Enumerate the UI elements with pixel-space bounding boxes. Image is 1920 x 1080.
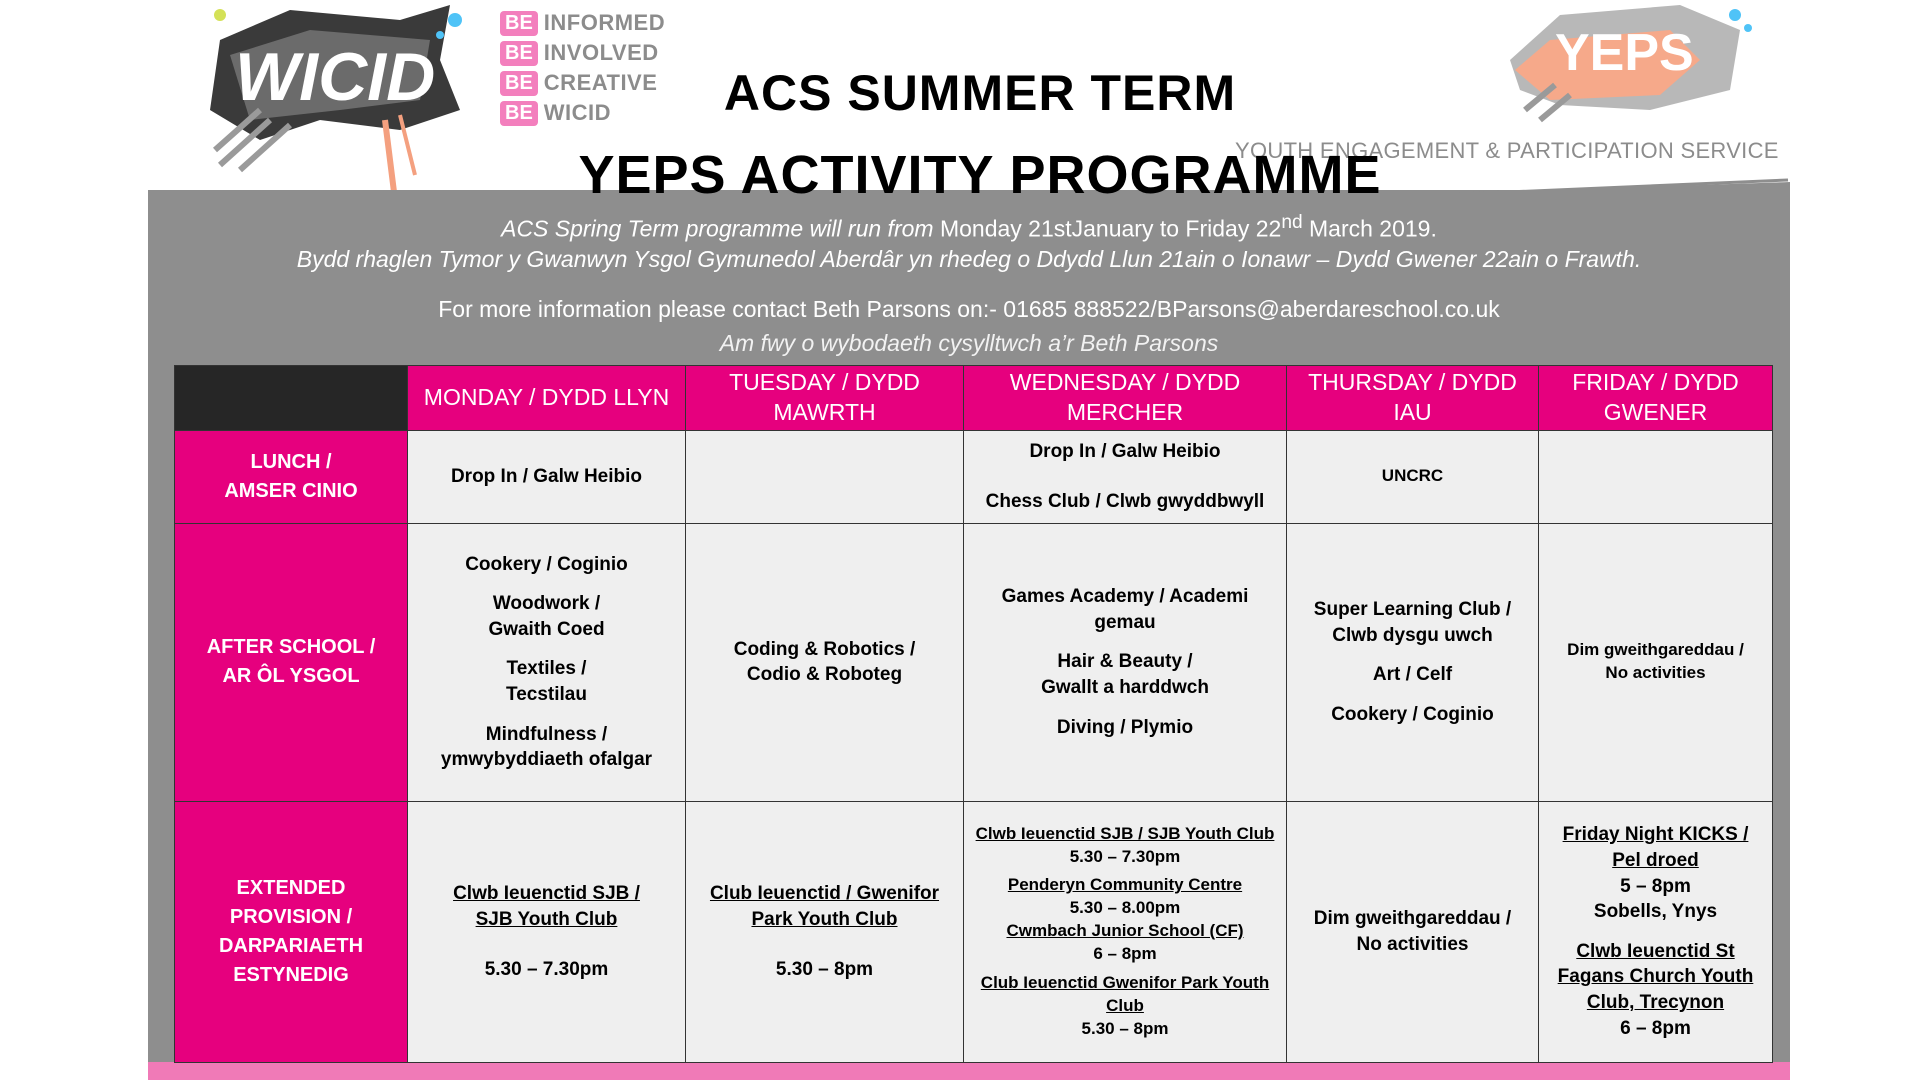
day-label-welsh: MAWRTH	[773, 398, 876, 425]
activity: Super Learning Club /	[1313, 599, 1512, 620]
activity: Tecstilau	[506, 684, 587, 706]
session-time: 5.30 – 7.30pm	[484, 958, 609, 980]
venue-link[interactable]: Club	[1106, 996, 1144, 1016]
be-badge: BE	[500, 41, 538, 66]
activity: Clwb dysgu uwch	[1332, 624, 1493, 646]
row-label: AR ÔL YSGOL	[222, 665, 360, 688]
lunch-wednesday	[964, 430, 1287, 523]
day-label-welsh: MERCHER	[1066, 398, 1184, 425]
extended-tuesday	[686, 801, 964, 1062]
after-tuesday	[686, 523, 964, 801]
activity: Textiles /	[506, 658, 587, 680]
venue-link[interactable]: Clwb Ieuenctid SJB /	[453, 883, 640, 905]
yeps-wordmark: YEPS	[1555, 24, 1694, 82]
lunch-thursday: UNCRC	[1287, 430, 1539, 523]
extended-friday	[1539, 801, 1773, 1062]
activity: Codio & Roboteg	[746, 664, 903, 686]
day-label: MONDAY / DYDD LLYN	[423, 383, 670, 410]
session-time: 5.30 – 8pm	[1081, 1019, 1169, 1039]
venue-link[interactable]: Penderyn Community Centre	[1007, 875, 1243, 895]
schedule-table	[174, 365, 1773, 1063]
day-label: TUESDAY / DYDD	[729, 369, 920, 395]
info-line-1-sup: nd	[1281, 212, 1303, 233]
venue-link[interactable]: Cwmbach Junior School (CF)	[1006, 921, 1244, 941]
venue-link[interactable]: Club Ieuenctid / Gwenifor	[709, 883, 940, 905]
activity: Woodwork /	[492, 593, 601, 615]
day-header-wednesday	[964, 366, 1287, 431]
lunch-tuesday	[686, 430, 964, 523]
activity: Diving / Plymio	[1056, 716, 1194, 738]
after-monday	[408, 523, 686, 801]
info-line-1-end: March 2019.	[1302, 215, 1437, 242]
activity: Gwaith Coed	[488, 618, 605, 640]
be-word: WICID	[543, 100, 612, 125]
info-line-1	[148, 212, 1790, 243]
venue-link[interactable]: Pel droed	[1612, 849, 1699, 871]
be-row	[500, 8, 665, 38]
venue-link[interactable]: Park Youth Club	[751, 908, 898, 930]
activity: No activities	[1356, 933, 1469, 955]
activity: Art / Celf	[1372, 664, 1453, 686]
info-line-2-welsh: Bydd rhaglen Tymor y Gwanwyn Ysgol Gymunedol Aberdâr yn rhedeg o Ddydd Llun 21ain o Ionawr – Dydd Gwener 22ain o Frawth.	[296, 246, 1642, 272]
day-label-welsh: IAU	[1393, 398, 1432, 425]
session-time: 6 – 8pm	[1093, 944, 1157, 964]
activity: Mindfulness /	[485, 723, 608, 745]
info-contact-welsh: Am fwy o wybodaeth cysylltwch a’r Beth Parsons	[719, 330, 1219, 356]
session-time: 6 – 8pm	[1620, 1017, 1691, 1039]
venue-link[interactable]: Fagans Church Youth	[1557, 966, 1754, 988]
session-time: 5.30 – 8.00pm	[1069, 898, 1181, 918]
activity: Cookery / Coginio	[1331, 703, 1494, 725]
row-label: EXTENDED	[236, 876, 346, 899]
activity: Games Academy / Academi	[1001, 586, 1249, 608]
row-header-extended	[175, 801, 408, 1062]
be-word: CREATIVE	[543, 70, 658, 95]
activity: Cookery / Coginio	[465, 553, 628, 575]
activity: Dim gweithgareddau /	[1313, 908, 1512, 930]
lunch-row	[175, 430, 1773, 523]
info-line-1-italic: ACS Spring Term programme will run from	[501, 215, 934, 242]
lunch-friday	[1539, 430, 1773, 523]
corner-cell	[175, 366, 408, 431]
venue-link[interactable]: SJB Youth Club	[475, 908, 618, 930]
activity: Dim gweithgareddau /	[1567, 640, 1744, 660]
row-label: LUNCH /	[250, 450, 332, 473]
extended-row	[175, 801, 1773, 1062]
venue-link[interactable]: Club Ieuenctid Gwenifor Park Youth	[980, 973, 1270, 993]
session-time: 5.30 – 7.30pm	[1069, 846, 1181, 866]
session-time: 5.30 – 8pm	[775, 958, 874, 980]
activity: Drop In / Galw Heibio	[1029, 441, 1221, 463]
page-subtitle: YEPS ACTIVITY PROGRAMME	[578, 145, 1382, 205]
row-label: AMSER CINIO	[224, 479, 358, 502]
page-title: ACS SUMMER TERM	[723, 65, 1237, 121]
day-header-thursday	[1287, 366, 1539, 431]
after-wednesday	[964, 523, 1287, 801]
activity: Chess Club / Clwb gwyddbwyll	[985, 490, 1265, 512]
row-header-after-school	[175, 523, 408, 801]
day-header-friday	[1539, 366, 1773, 431]
day-header-tuesday	[686, 366, 964, 431]
be-word: INVOLVED	[543, 40, 659, 65]
lunch-monday: Drop In / Galw Heibio	[408, 430, 686, 523]
row-label: DARPARIAETH	[218, 934, 364, 957]
be-badge: BE	[500, 71, 538, 96]
header-row	[175, 366, 1773, 431]
extended-wednesday	[964, 801, 1287, 1062]
extended-thursday	[1287, 801, 1539, 1062]
row-label: PROVISION /	[229, 905, 353, 928]
activity: No activities	[1605, 663, 1706, 683]
row-label: ESTYNEDIG	[233, 963, 349, 986]
day-label-welsh: GWENER	[1603, 398, 1708, 425]
row-label: AFTER SCHOOL /	[206, 636, 376, 659]
activity: Coding & Robotics /	[733, 638, 916, 660]
extended-monday	[408, 801, 686, 1062]
wicid-wordmark: WICID	[235, 39, 436, 115]
day-label: FRIDAY / DYDD	[1572, 369, 1739, 395]
activity: Gwallt a harddwch	[1041, 677, 1209, 699]
day-header-monday	[408, 366, 686, 431]
activity: ymwybyddiaeth ofalgar	[440, 749, 653, 771]
venue-link[interactable]: Friday Night KICKS /	[1562, 824, 1749, 846]
row-header-lunch	[175, 430, 408, 523]
be-badge: BE	[500, 101, 538, 126]
activity: Hair & Beauty /	[1057, 651, 1193, 673]
pink-footer-strip	[148, 1062, 1790, 1080]
venue-link[interactable]: Club, Trecynon	[1586, 992, 1725, 1014]
be-badge: BE	[500, 11, 538, 36]
info-contact: For more information please contact Beth Parsons on:- 01685 888522/BParsons@aberdareschool.co.uk	[438, 296, 1500, 322]
yeps-tagline: YOUTH ENGAGEMENT & PARTICIPATION SERVICE	[1235, 138, 1779, 163]
day-label: THURSDAY / DYDD	[1308, 369, 1517, 395]
activity: gemau	[1094, 611, 1156, 633]
after-friday	[1539, 523, 1773, 801]
venue-name: Sobells, Ynys	[1593, 901, 1718, 923]
info-line-1-dates: Monday 21stJanuary to Friday 22	[933, 215, 1282, 242]
after-school-row	[175, 523, 1773, 801]
venue-link[interactable]: Clwb Ieuenctid SJB / SJB Youth Club	[975, 823, 1275, 843]
day-label: WEDNESDAY / DYDD	[1009, 369, 1241, 395]
be-word: INFORMED	[543, 10, 666, 35]
session-time: 5 – 8pm	[1620, 875, 1691, 897]
after-thursday	[1287, 523, 1539, 801]
venue-link[interactable]: Clwb Ieuenctid St	[1576, 940, 1735, 962]
